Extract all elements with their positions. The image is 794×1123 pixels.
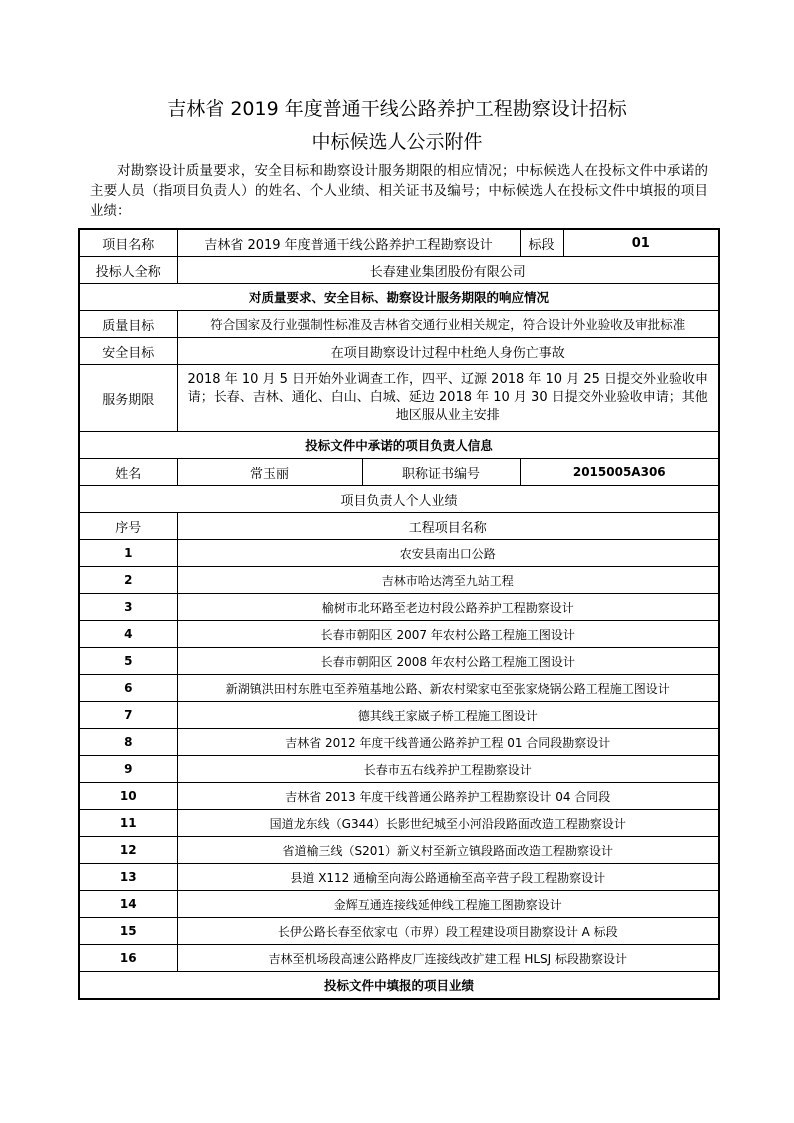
- table-row: [79, 702, 719, 729]
- filled-header: 投标文件中填报的项目业绩: [79, 972, 719, 1000]
- table-row: [79, 594, 719, 621]
- col-header-no: 序号: [79, 513, 177, 540]
- table-row: [79, 567, 719, 594]
- project-name: 金辉互通连接线延伸线工程施工图勘察设计: [177, 891, 719, 918]
- safety-value: 在项目勘察设计过程中杜绝人身伤亡事故: [177, 338, 719, 365]
- row-column-headers: [79, 513, 719, 540]
- project-number: 7: [79, 702, 177, 729]
- project-name: 长春市朝阳区 2008 年农村公路工程施工图设计: [177, 648, 719, 675]
- table-row: [79, 783, 719, 810]
- document-title-line2: 中标候选人公示附件: [311, 131, 483, 153]
- label-name: 姓名: [79, 459, 177, 486]
- project-number: 8: [79, 729, 177, 756]
- bidder-value: 长春建业集团股份有限公司: [177, 257, 719, 284]
- project-number: 5: [79, 648, 177, 675]
- project-number: 16: [79, 945, 177, 972]
- row-bidder: [79, 257, 719, 284]
- table-row: [79, 756, 719, 783]
- row-quality: [79, 311, 719, 338]
- project-number: 10: [79, 783, 177, 810]
- table-row: [79, 837, 719, 864]
- row-manager: [79, 459, 719, 486]
- intro-paragraph: [90, 161, 708, 221]
- project-name: 农安县南出口公路: [177, 540, 719, 567]
- row-period: [79, 365, 719, 432]
- section-header-manager: [79, 432, 719, 459]
- project-name: 吉林省 2012 年度干线普通公路养护工程 01 合同段勘察设计: [177, 729, 719, 756]
- col-header-name: 工程项目名称: [177, 513, 719, 540]
- period-value: 2018 年 10 月 5 日开始外业调查工作，四平、辽源 2018 年 10 月 25 日提交外业验收申请；长春、吉林、通化、白山、白城、延边 2018 年 10 月 30 日提交外业验收申请；其他地区服从业主安排: [177, 365, 719, 432]
- project-name: 长伊公路长春至依家屯（市界）段工程建设项目勘察设计 A 标段: [177, 918, 719, 945]
- project-name: 长春市五右线养护工程勘察设计: [177, 756, 719, 783]
- intro-text: 对勘察设计质量要求，安全目标和勘察设计服务期限的相应情况；中标候选人在投标文件中承诺的主要人员（指项目负责人）的姓名、个人业绩、相关证书及编号；中标候选人在投标文件中填报的项目业绩：: [90, 163, 708, 219]
- section-header-filled: [79, 972, 719, 1000]
- project-name: 吉林省 2013 年度干线普通公路养护工程勘察设计 04 合同段: [177, 783, 719, 810]
- project-name: 省道榆三线（S201）新义村至新立镇段路面改造工程勘察设计: [177, 837, 719, 864]
- table-row: [79, 891, 719, 918]
- project-name: 国道龙东线（G344）长影世纪城至小河沿段路面改造工程勘察设计: [177, 810, 719, 837]
- project-number: 4: [79, 621, 177, 648]
- project-number: 13: [79, 864, 177, 891]
- project-number: 15: [79, 918, 177, 945]
- personal-header: 项目负责人个人业绩: [79, 486, 719, 513]
- project-number: 11: [79, 810, 177, 837]
- project-number: 3: [79, 594, 177, 621]
- table-row: [79, 675, 719, 702]
- project-name: 新湖镇洪田村东胜屯至养殖基地公路、新农村梁家屯至张家烧锅公路工程施工图设计: [177, 675, 719, 702]
- label-bidder: 投标人全称: [79, 257, 177, 284]
- row-safety: [79, 338, 719, 365]
- project-name-value: 吉林省 2019 年度普通干线公路养护工程勘察设计: [177, 229, 520, 257]
- cert-number: 2015005A306: [520, 459, 719, 486]
- project-number: 9: [79, 756, 177, 783]
- bid-info-table: [78, 228, 720, 1000]
- project-number: 14: [79, 891, 177, 918]
- table-row: [79, 918, 719, 945]
- quality-value: 符合国家及行业强制性标准及吉林省交通行业相关规定，符合设计外业验收及审批标准: [177, 311, 719, 338]
- project-name: 榆树市北环路至老边村段公路养护工程勘察设计: [177, 594, 719, 621]
- table-row: [79, 540, 719, 567]
- label-safety: 安全目标: [79, 338, 177, 365]
- project-name: 德其线王家崴子桥工程施工图设计: [177, 702, 719, 729]
- response-header: 对质量要求、安全目标、勘察设计服务期限的响应情况: [79, 284, 719, 311]
- manager-header: 投标文件中承诺的项目负责人信息: [79, 432, 719, 459]
- manager-name: 常玉丽: [177, 459, 362, 486]
- table-row: [79, 810, 719, 837]
- label-quality: 质量目标: [79, 311, 177, 338]
- label-project-name: 项目名称: [79, 229, 177, 257]
- document-title-line1: 吉林省 2019 年度普通干线公路养护工程勘察设计招标: [167, 98, 627, 120]
- table-row: [79, 729, 719, 756]
- section-header-response: [79, 284, 719, 311]
- table-row: [79, 648, 719, 675]
- table-row: [79, 621, 719, 648]
- project-name: 吉林市哈达湾至九站工程: [177, 567, 719, 594]
- project-name: 吉林至机场段高速公路桦皮厂连接线改扩建工程 HLSJ 标段勘察设计: [177, 945, 719, 972]
- table-row: [79, 864, 719, 891]
- project-name: 长春市朝阳区 2007 年农村公路工程施工图设计: [177, 621, 719, 648]
- label-cert: 职称证书编号: [362, 459, 520, 486]
- project-number: 2: [79, 567, 177, 594]
- label-section: 标段: [520, 229, 563, 257]
- project-number: 6: [79, 675, 177, 702]
- label-period: 服务期限: [79, 365, 177, 432]
- table-row: [79, 945, 719, 972]
- project-name: 县道 X112 通榆至向海公路通榆至高辛营子段工程勘察设计: [177, 864, 719, 891]
- row-personal-header: [79, 486, 719, 513]
- project-number: 12: [79, 837, 177, 864]
- project-number: 1: [79, 540, 177, 567]
- row-project: [79, 229, 719, 257]
- section-value: 01: [563, 229, 719, 257]
